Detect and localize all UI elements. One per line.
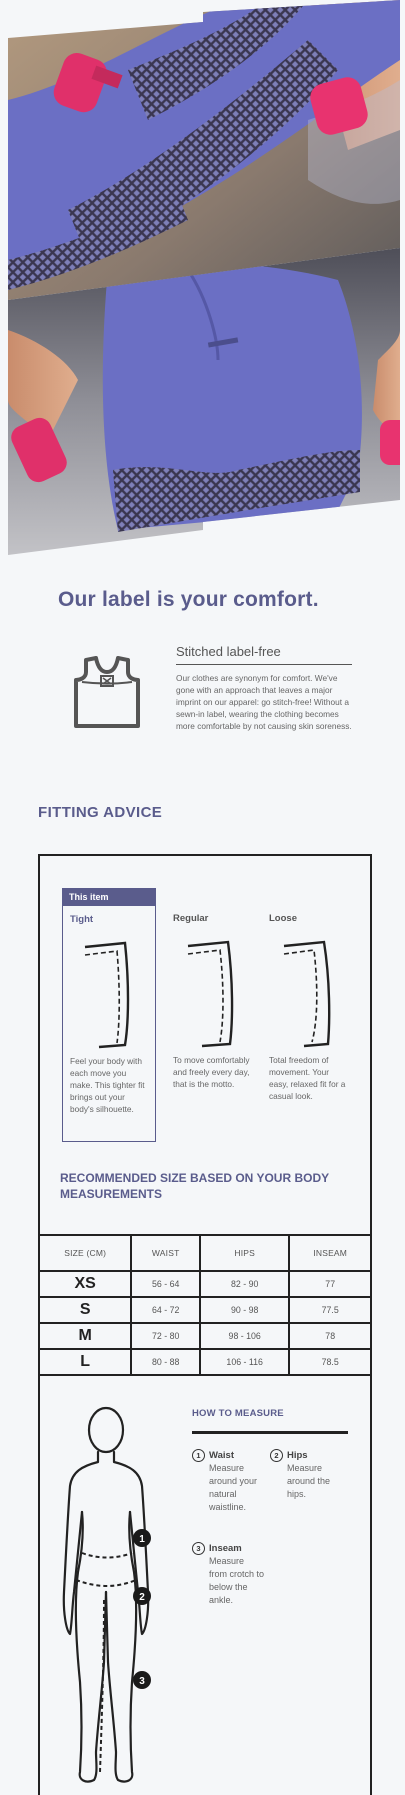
measure-item-waist bbox=[192, 1449, 264, 1514]
how-to-measure-title: HOW TO MEASURE bbox=[192, 1408, 284, 1419]
waist-cell: 72 - 80 bbox=[131, 1323, 200, 1349]
fitting-advice-title: FITTING ADVICE bbox=[38, 804, 163, 821]
measure-item-hips bbox=[270, 1449, 342, 1501]
measure-text: Measure around your natural waistline. bbox=[209, 1463, 258, 1512]
measure-marker-1 bbox=[133, 1529, 151, 1547]
measure-item-inseam bbox=[192, 1542, 264, 1607]
measure-name: Waist bbox=[209, 1450, 234, 1461]
tank-top-icon bbox=[68, 654, 146, 732]
size-cell: XS bbox=[39, 1271, 131, 1297]
fit-option-name: Tight bbox=[70, 914, 94, 925]
step-number: 2 bbox=[270, 1449, 283, 1462]
fit-option-description: Total freedom of movement. Your easy, relaxed fit for a casual look. bbox=[269, 1055, 346, 1101]
tight-leg-icon bbox=[79, 941, 133, 1049]
fit-option-description: Feel your body with each move you make. This tighter fit brings out your body's silhouette. bbox=[70, 1056, 145, 1114]
waist-cell: 80 - 88 bbox=[131, 1349, 200, 1375]
measure-text: Measure around the hips. bbox=[287, 1463, 331, 1499]
table-row bbox=[39, 1349, 371, 1375]
table-row bbox=[39, 1323, 371, 1349]
column-header: WAIST bbox=[131, 1235, 200, 1271]
hips-cell: 106 - 116 bbox=[200, 1349, 289, 1375]
measure-marker-3 bbox=[133, 1671, 151, 1689]
column-header: INSEAM bbox=[289, 1235, 371, 1271]
inseam-cell: 78.5 bbox=[289, 1349, 371, 1375]
svg-text:1: 1 bbox=[139, 1534, 145, 1545]
regular-leg-icon bbox=[182, 940, 236, 1048]
fit-option-tight bbox=[62, 888, 156, 1142]
size-table bbox=[38, 1234, 372, 1376]
divider bbox=[192, 1431, 348, 1434]
fit-option-regular bbox=[166, 888, 260, 1090]
measure-text: Measure from crotch to below the ankle. bbox=[209, 1556, 265, 1605]
hips-cell: 98 - 106 bbox=[200, 1323, 289, 1349]
column-header: SIZE (CM) bbox=[39, 1235, 131, 1271]
hips-cell: 90 - 98 bbox=[200, 1297, 289, 1323]
svg-text:3: 3 bbox=[139, 1676, 145, 1687]
size-cell: S bbox=[39, 1297, 131, 1323]
fit-option-name: Regular bbox=[173, 913, 209, 924]
waist-cell: 64 - 72 bbox=[131, 1297, 200, 1323]
table-row bbox=[39, 1271, 371, 1297]
fit-option-loose bbox=[262, 888, 356, 1102]
inseam-cell: 77.5 bbox=[289, 1297, 371, 1323]
this-item-badge: This item bbox=[63, 889, 155, 906]
table-header-row bbox=[39, 1235, 371, 1271]
measure-name: Hips bbox=[287, 1450, 308, 1461]
label-section-title: Our label is your comfort. bbox=[58, 588, 319, 611]
recommended-size-title: RECOMMENDED SIZE BASED ON YOUR BODY MEASUREMENTS bbox=[60, 1171, 329, 1201]
table-row bbox=[39, 1297, 371, 1323]
size-cell: M bbox=[39, 1323, 131, 1349]
fit-option-description: To move comfortably and freely every day, that is the motto. bbox=[173, 1055, 250, 1089]
step-number: 1 bbox=[192, 1449, 205, 1462]
size-cell: L bbox=[39, 1349, 131, 1375]
body-outline-icon bbox=[58, 1402, 170, 1790]
measure-name: Inseam bbox=[209, 1543, 242, 1554]
inseam-cell: 78 bbox=[289, 1323, 371, 1349]
hips-cell: 82 - 90 bbox=[200, 1271, 289, 1297]
photo-legs-mesh bbox=[8, 0, 400, 300]
label-description: Our clothes are synonym for comfort. We've gone with an approach that leaves a major imprint on our apparel: go stitch-free! Without a sewn-in label, wearing the clothing becomes more comfortable by not causing skin soreness. bbox=[176, 673, 352, 731]
loose-leg-icon bbox=[278, 940, 332, 1048]
waist-cell: 56 - 64 bbox=[131, 1271, 200, 1297]
fit-option-name: Loose bbox=[269, 913, 297, 924]
measure-marker-2 bbox=[133, 1587, 151, 1605]
step-number: 3 bbox=[192, 1542, 205, 1555]
label-subtitle: Stitched label-free bbox=[176, 644, 281, 659]
inseam-cell: 77 bbox=[289, 1271, 371, 1297]
column-header: HIPS bbox=[200, 1235, 289, 1271]
svg-text:2: 2 bbox=[139, 1592, 145, 1603]
divider bbox=[176, 664, 352, 665]
hero-photos bbox=[8, 0, 400, 555]
